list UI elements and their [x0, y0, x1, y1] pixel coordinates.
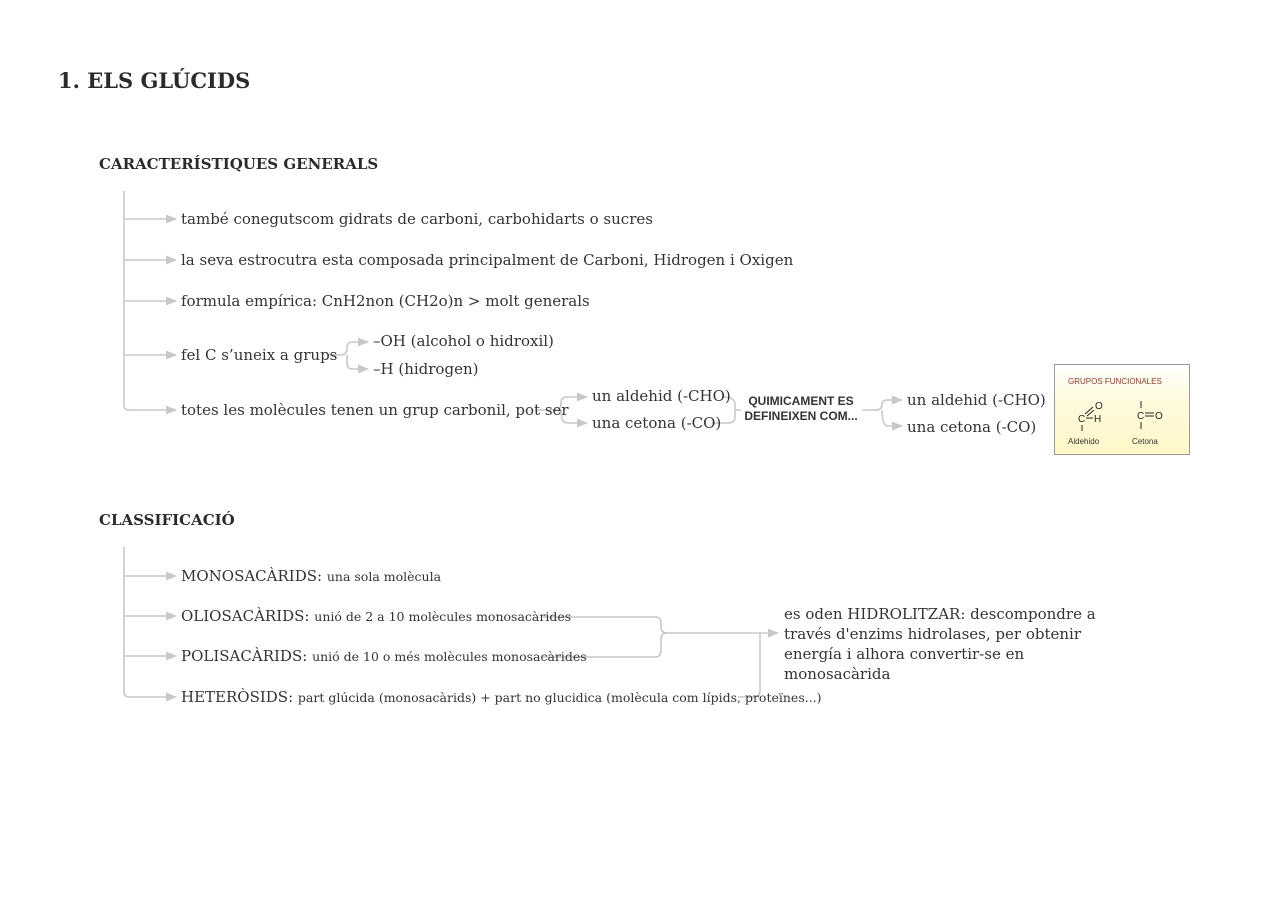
- classification-heading: CLASSIFICACIÓ: [99, 511, 235, 529]
- carbonyl-ketone: una cetona (-CO): [592, 414, 722, 432]
- functional-groups-structures: [1055, 365, 1191, 435]
- general-heading: CARACTERÍSTIQUES GENERALS: [99, 155, 379, 173]
- class-item-monosacarids: [181, 567, 441, 585]
- general-item-4: fel C s’uneix a grups: [181, 346, 338, 364]
- class-item-name: OLIOSACÀRIDS:: [181, 607, 310, 625]
- class-item-desc: unió de 10 o més molècules monosacàrides: [312, 649, 587, 664]
- general-item-5: totes les molècules tenen un grup carbonil, pot ser: [181, 401, 569, 419]
- chemically-label: [740, 394, 862, 424]
- general-item-1: també conegutscom gidrats de carboni, carbohidarts o sucres: [181, 210, 653, 228]
- class-item-name: MONOSACÀRIDS:: [181, 567, 323, 585]
- general-item-2: la seva estrocutra esta composada principalment de Carboni, Hidrogen i Oxigen: [181, 251, 794, 269]
- class-trunk-line: [124, 547, 129, 697]
- chemically-label-line-2: DEFINEIXEN COM...: [744, 409, 858, 423]
- page-title: 1. ELS GLÚCIDS: [58, 68, 251, 93]
- functional-groups-figure: [1054, 364, 1190, 455]
- ketone-caption: Cetona: [1132, 437, 1158, 446]
- chemically-label-line-1: QUIMICAMENT ES: [748, 394, 854, 408]
- group-h: –H (hidrogen): [373, 360, 479, 378]
- defined-aldehyde: un aldehid (-CHO): [907, 391, 1046, 409]
- svg-text:H: H: [1094, 414, 1102, 425]
- groups-bracket-low: [347, 355, 368, 369]
- group-oh: –OH (alcohol o hidroxil): [373, 332, 554, 350]
- class-item-heterosids: [181, 688, 822, 706]
- class-item-desc: part glúcida (monosacàrids) + part no glucidica (molècula com lípids, proteïnes...): [297, 690, 822, 705]
- defined-ketone: una cetona (-CO): [907, 418, 1037, 436]
- class-item-oliosacarids: [181, 607, 571, 625]
- hydrolysis-note: es oden HIDROLITZAR: descompondre a través d'enzims hidrolases, per obtenir energía i alhora convertir-se en monosacàrida: [784, 605, 1096, 683]
- class-item-desc: unió de 2 a 10 molècules monosacàrides: [314, 609, 572, 624]
- svg-text:C: C: [1078, 414, 1086, 425]
- aldehyde-caption: Aldehido: [1068, 437, 1100, 446]
- functional-groups-header: GRUPOS FUNCIONALES: [1068, 377, 1162, 386]
- defined-bracket-low: [882, 410, 902, 426]
- class-item-name: POLISACÀRIDS:: [181, 647, 308, 665]
- carbonyl-aldehyde: un aldehid (-CHO): [592, 387, 731, 405]
- class-item-desc: una sola molècula: [326, 569, 442, 584]
- hydrolysis-bracket-top: [543, 617, 778, 633]
- class-item-polisacarids: [181, 647, 587, 665]
- svg-text:O: O: [1095, 401, 1103, 412]
- defined-bracket: [862, 400, 902, 410]
- general-item-3: formula empírica: CnH2non (CH2o)n > molt generals: [181, 292, 590, 310]
- class-item-name: HETERÒSIDS:: [181, 688, 294, 706]
- svg-text:O: O: [1155, 411, 1163, 422]
- svg-text:C: C: [1137, 411, 1145, 422]
